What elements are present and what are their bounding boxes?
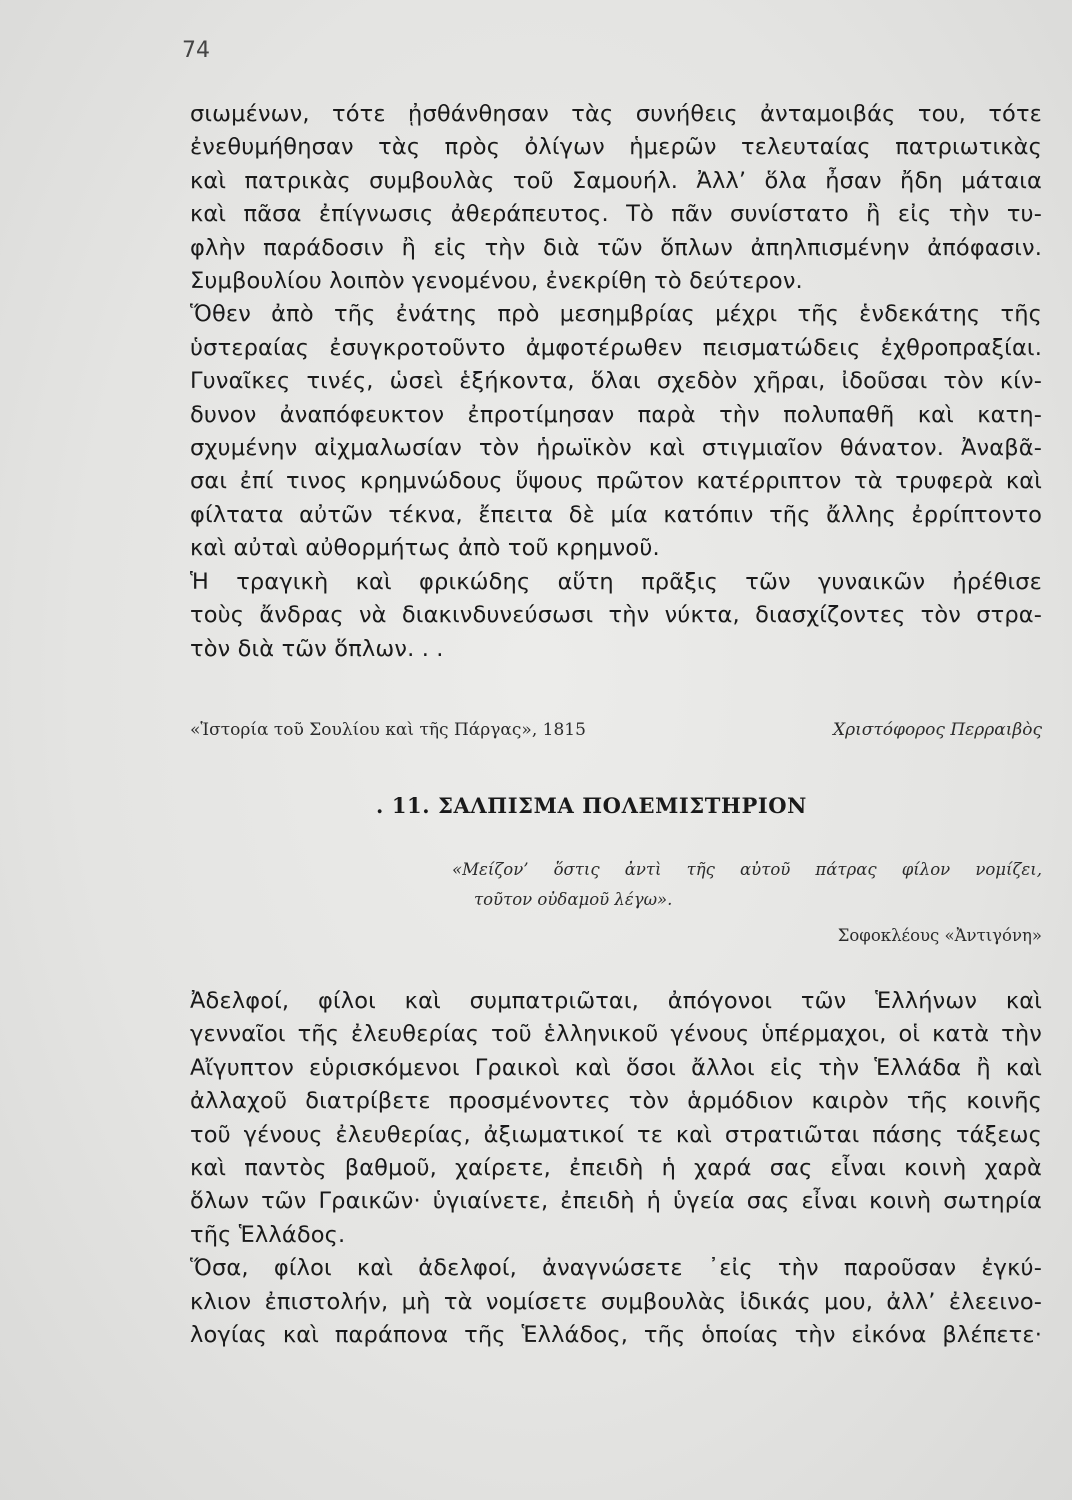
text-line: Ἡ τραγικὴ καὶ φρικώδης αὕτη πρᾶξις τῶν γυναικῶν ἠρέθισε xyxy=(190,568,1042,595)
text-line: φίλτατα αὐτῶν τέκνα, ἔπειτα δὲ μία κατόπιν τῆς ἄλλης ἐρρίπτοντο xyxy=(190,501,1042,528)
source-author: Χριστόφορος Περραιβὸς xyxy=(833,720,1042,740)
text-line: ὑστεραίας ἐσυγκροτοῦντο ἀμφοτέρωθεν πεισματώδεις ἐχθροπραξίαι. xyxy=(190,334,1042,361)
epigraph-line: «Μείζον’ ὅστις ἀντὶ τῆς αὐτοῦ πάτρας φίλον νομίζει, xyxy=(452,860,1042,879)
text-line: καὶ πατρικὰς συμβουλὰς τοῦ Σαμουήλ. Ἀλλ’ ὅλα ἦσαν ἤδη μάταια xyxy=(190,167,1042,194)
text-line: Ὅθεν ἀπὸ τῆς ἐνάτης πρὸ μεσημβρίας μέχρι τῆς ἑνδεκάτης τῆς xyxy=(190,301,1042,328)
text-line: δυνον ἀναπόφευκτον ἐπροτίμησαν παρὰ τὴν πολυπαθῆ καὶ κατη- xyxy=(190,401,1042,428)
text-line: σχυμένην αἰχμαλωσίαν τὸν ἡρωϊκὸν καὶ στιγμιαῖον θάνατον. Ἀναβᾶ- xyxy=(190,435,1042,462)
text-line: τὸν διὰ τῶν ὅπλων. . . xyxy=(190,635,444,662)
text-line: γενναῖοι τῆς ἐλευθερίας τοῦ ἑλληνικοῦ γένους ὑπέρμαχοι, οἱ κατὰ τὴν xyxy=(190,1021,1042,1048)
text-line: τοὺς ἄνδρας νὰ διακινδυνεύσωσι τὴν νύκτα, διασχίζοντες τὸν στρα- xyxy=(190,602,1042,629)
section-heading: . 11. ΣΑΛΠΙΣΜΑ ΠΟΛΕΜΙΣΤΗΡΙΟΝ xyxy=(376,793,807,818)
text-line: τῆς Ἑλλάδος. xyxy=(190,1221,346,1248)
epigraph-line: τοῦτον οὐδαμοῦ λέγω». xyxy=(474,890,673,909)
text-line: ἀλλαχοῦ διατρίβετε προσμένοντες τὸν ἁρμόδιον καιρὸν τῆς κοινῆς xyxy=(190,1088,1042,1115)
text-line: καὶ αὐταὶ αὐθορμήτως ἀπὸ τοῦ κρημνοῦ. xyxy=(190,535,660,562)
text-line: λογίας καὶ παράπονα τῆς Ἑλλάδος, τῆς ὁποίας τὴν εἰκόνα βλέπετε· xyxy=(190,1322,1042,1349)
text-line: ἐνεθυμήθησαν τὰς πρὸς ὀλίγων ἡμερῶν τελευταίας πατριωτικὰς xyxy=(190,134,1042,161)
text-line: φλὴν παράδοσιν ἢ εἰς τὴν διὰ τῶν ὅπλων ἀπηλπισμένην ἀπόφασιν. xyxy=(190,234,1042,261)
text-line: κλιον ἐπιστολήν, μὴ τὰ νομίσετε συμβουλὰς ἰδικάς μου, ἀλλ’ ἐλεεινο- xyxy=(190,1288,1042,1315)
epigraph-attribution: Σοφοκλέους «Ἀντιγόνη» xyxy=(837,926,1042,945)
passage-perraivos xyxy=(190,98,1042,666)
text-line: Αἴγυπτον εὑρισκόμενοι Γραικοὶ καὶ ὅσοι ἄλλοι εἰς τὴν Ἑλλάδα ἢ καὶ xyxy=(190,1054,1042,1081)
text-line: σιωμένων, τότε ᾐσθάνθησαν τὰς συνήθεις ἀνταμοιβάς του, τότε xyxy=(190,101,1042,127)
text-line: καὶ πᾶσα ἐπίγνωσις ἀθεράπευτος. Τὸ πᾶν συνίστατο ἢ εἰς τὴν τυ- xyxy=(190,201,1042,228)
source-title: «Ἱστορία τοῦ Σουλίου καὶ τῆς Πάργας», 1815 xyxy=(190,720,586,740)
epigraph xyxy=(452,855,1042,951)
passage-proclamation xyxy=(190,985,1042,1352)
text-line: Ἀδελφοί, φίλοι καὶ συμπατριῶται, ἀπόγονοι τῶν Ἑλλήνων καὶ xyxy=(190,988,1042,1014)
text-line: Γυναῖκες τινές, ὡσεὶ ἑξήκοντα, ὅλαι σχεδὸν χῆραι, ἰδοῦσαι τὸν κίν- xyxy=(190,368,1042,395)
text-line: ὅλων τῶν Γραικῶν· ὑγιαίνετε, ἐπειδὴ ἡ ὑγεία σας εἶναι κοινὴ σωτηρία xyxy=(190,1188,1042,1215)
page-number: 74 xyxy=(182,38,210,63)
text-line: σαι ἐπί τινος κρημνώδους ὕψους πρῶτον κατέρριπτον τὰ τρυφερὰ καὶ xyxy=(190,468,1042,495)
text-line: Ὅσα, φίλοι καὶ ἀδελφοί, ἀναγνώσετε ᾽εἰς τὴν παροῦσαν ἐγκύ- xyxy=(190,1255,1042,1282)
text-line: Συμβουλίου λοιπὸν γενομένου, ἐνεκρίθη τὸ δεύτερον. xyxy=(190,268,803,295)
text-line: τοῦ γένους ἐλευθερίας, ἀξιωματικοί τε καὶ στρατιῶται πάσης τάξεως xyxy=(190,1121,1042,1148)
text-line: καὶ παντὸς βαθμοῦ, χαίρετε, ἐπειδὴ ἡ χαρά σας εἶναι κοινὴ χαρὰ xyxy=(190,1155,1042,1182)
